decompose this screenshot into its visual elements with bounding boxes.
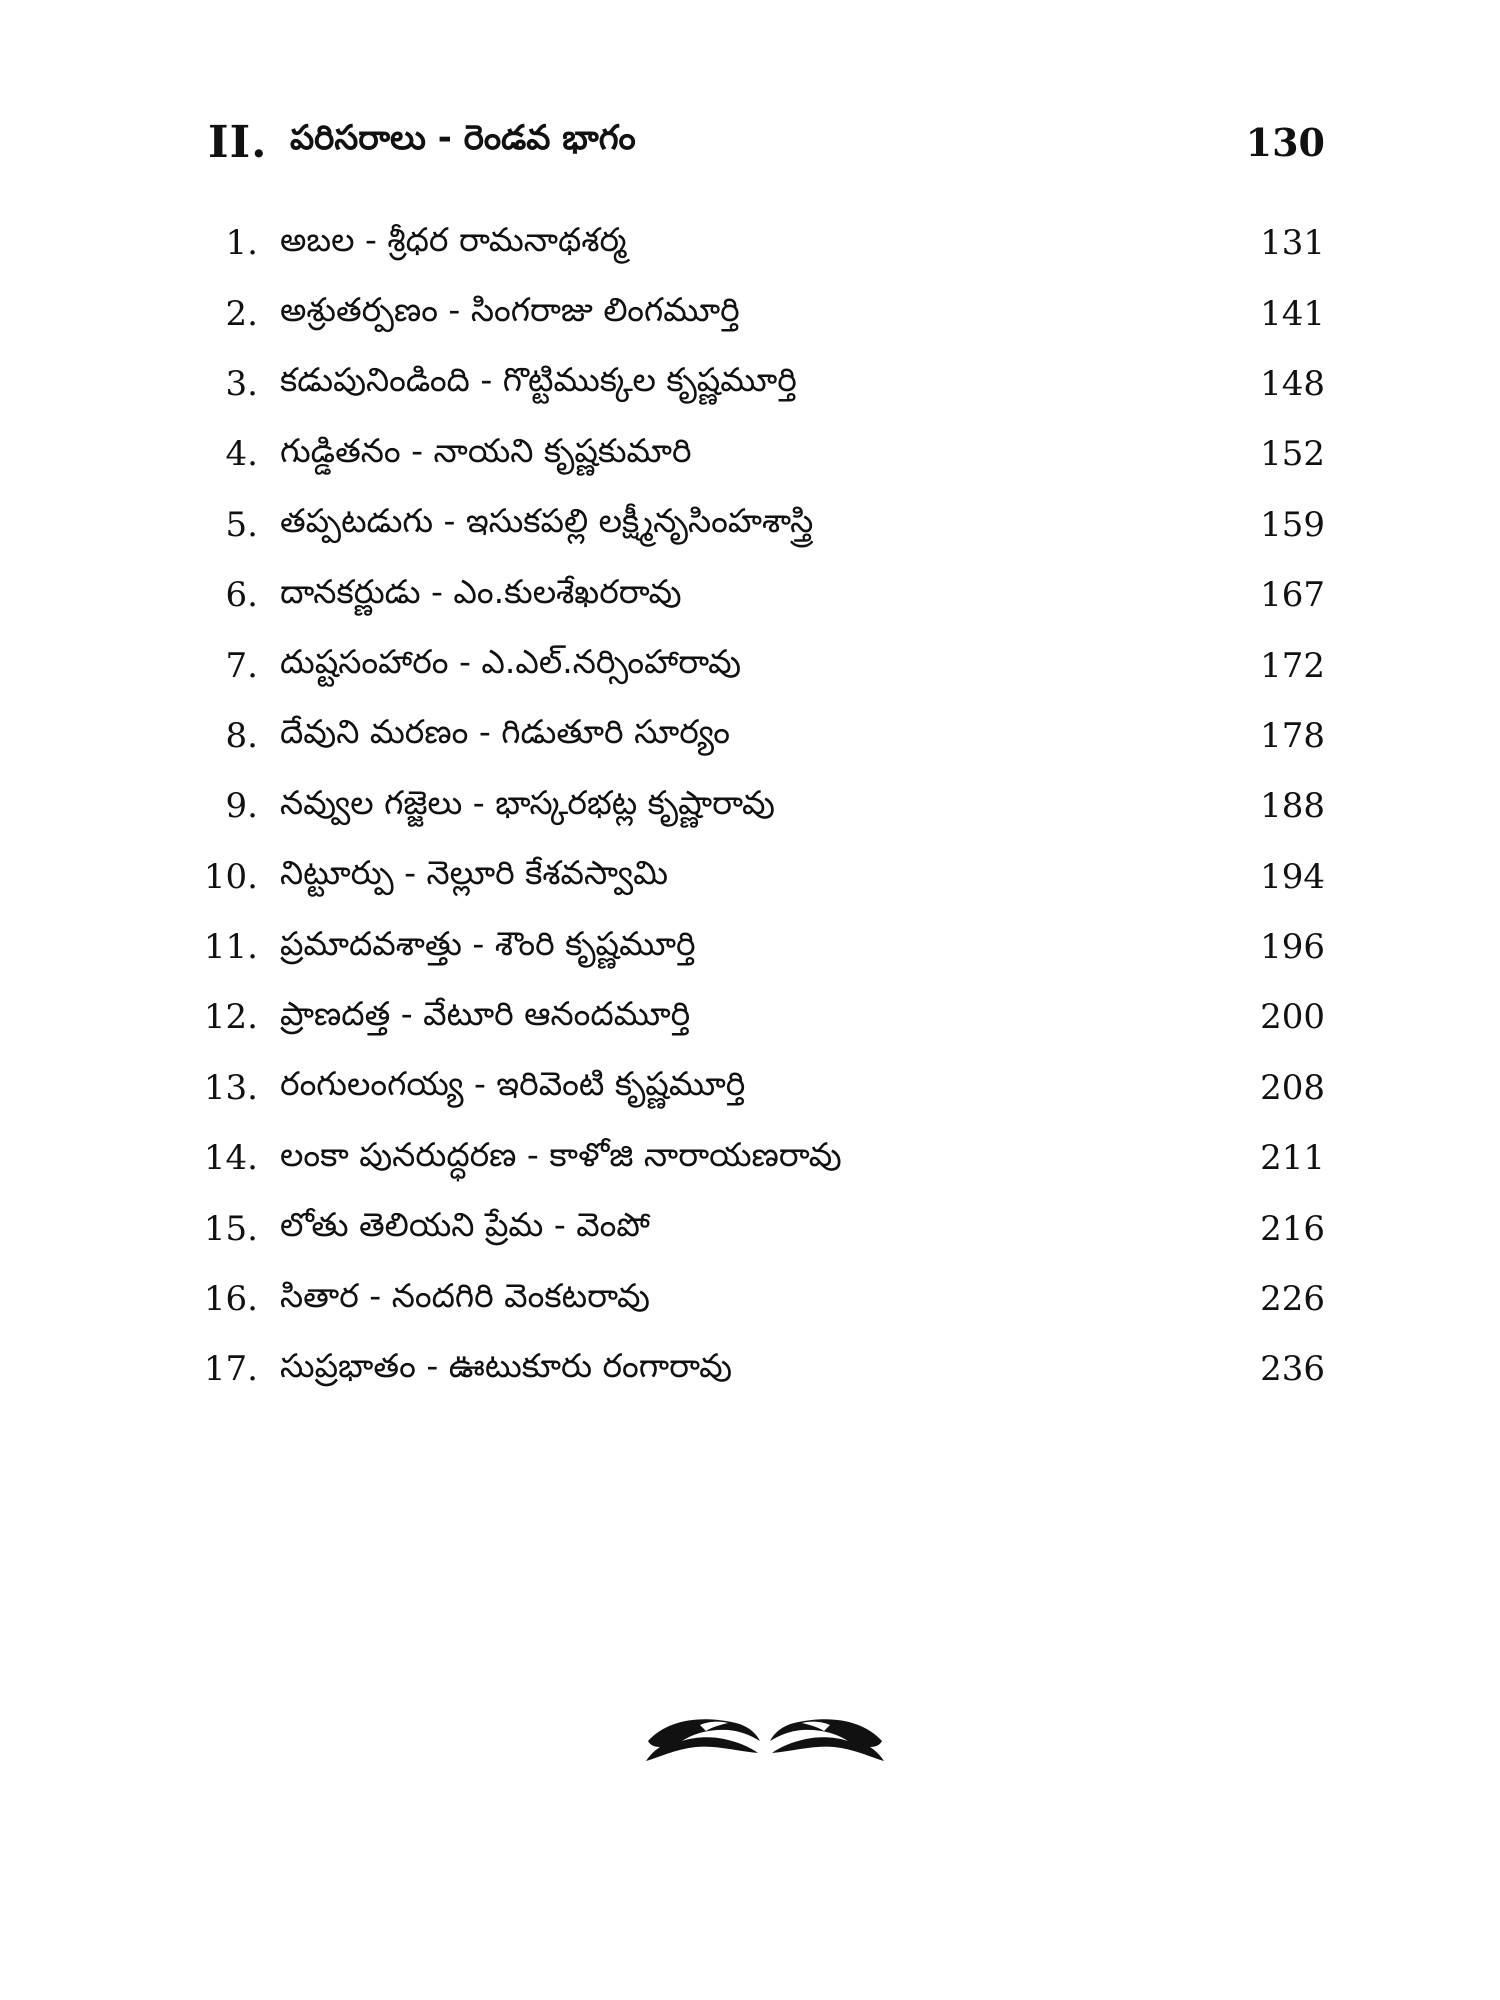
entry-title: దుష్టసంహారం - ఎ.ఎల్.నర్సింహారావు — [280, 642, 742, 682]
entry-page-number: 216 — [1260, 1208, 1325, 1249]
entry-number: 6. — [225, 575, 258, 616]
entry-page-number: 200 — [1260, 997, 1325, 1038]
entry-number: 7. — [225, 645, 258, 686]
entry-title: రంగులంగయ్య - ఇరివెంటి కృష్ణమూర్తి — [280, 1064, 746, 1104]
entry-page-number: 236 — [1260, 1349, 1325, 1390]
entry-title: నిట్టూర్పు - నెల్లూరి కేశవస్వామి — [280, 853, 669, 893]
entry-title: సుప్రభాతం - ఊటుకూరు రంగారావు — [280, 1345, 733, 1385]
entry-title: దానకర్ణుడు - ఎం.కులశేఖరరావు — [280, 571, 682, 611]
toc-entry — [190, 630, 1325, 700]
entry-number: 13. — [203, 1067, 258, 1108]
toc-list — [190, 208, 1325, 1405]
entry-title: లోతు తెలియని ప్రేమ - వెంపో — [280, 1205, 651, 1245]
entry-title: అశ్రుతర్పణం - సింగరాజు లింగమూర్తి — [280, 290, 740, 330]
toc-entry — [190, 842, 1325, 912]
entry-page-number: 194 — [1260, 856, 1325, 897]
entry-title: నవ్వుల గజ్జెలు - భాస్కరభట్ల కృష్ణారావు — [280, 782, 775, 822]
entry-page-number: 131 — [1260, 223, 1325, 264]
entry-page-number: 178 — [1260, 715, 1325, 756]
entry-number: 1. — [225, 223, 258, 264]
entry-title: కడుపునిండింది - గొట్టిముక్కల కృష్ణమూర్తి — [280, 360, 797, 400]
entry-number: 9. — [225, 786, 258, 827]
toc-entry — [190, 1264, 1325, 1334]
section-number: II. — [208, 116, 268, 168]
toc-entry — [190, 349, 1325, 419]
entry-page-number: 172 — [1260, 645, 1325, 686]
toc-entry — [190, 278, 1325, 348]
entry-title: అబల - శ్రీధర రామనాథశర్మ — [280, 219, 627, 259]
toc-entry — [190, 771, 1325, 841]
entry-number: 16. — [203, 1279, 258, 1320]
entry-title: తప్పటడుగు - ఇసుకపల్లి లక్ష్మీనృసింహశాస్త్రి — [280, 501, 814, 541]
entry-page-number: 167 — [1260, 575, 1325, 616]
entry-title: ప్రాణదత్త - వేటూరి ఆనందమూర్తి — [280, 993, 691, 1033]
entry-page-number: 188 — [1260, 786, 1325, 827]
entry-page-number: 148 — [1260, 363, 1325, 404]
entry-number: 2. — [225, 293, 258, 334]
toc-entry — [190, 1053, 1325, 1123]
toc-entry — [190, 701, 1325, 771]
entry-title: దేవుని మరణం - గిడుతూరి సూర్యం — [280, 712, 730, 752]
entry-number: 11. — [203, 927, 258, 968]
entry-number: 4. — [225, 434, 258, 475]
toc-entry — [190, 1123, 1325, 1193]
toc-entry — [190, 982, 1325, 1052]
entry-number: 15. — [203, 1208, 258, 1249]
entry-number: 3. — [225, 363, 258, 404]
entry-number: 12. — [203, 997, 258, 1038]
toc-entry — [190, 419, 1325, 489]
toc-entry — [190, 490, 1325, 560]
toc-entry — [190, 912, 1325, 982]
toc-entry — [190, 208, 1325, 278]
entry-page-number: 196 — [1260, 927, 1325, 968]
entry-number: 14. — [203, 1138, 258, 1179]
entry-number: 5. — [225, 504, 258, 545]
toc-entry — [190, 1193, 1325, 1263]
entry-title: ప్రమాదవశాత్తు - శౌంరి కృష్ణమూర్తి — [280, 923, 696, 963]
entry-page-number: 208 — [1260, 1067, 1325, 1108]
section-page-number: 130 — [1245, 119, 1325, 165]
toc-entry — [190, 560, 1325, 630]
section-title: పరిసరాలు - రెండవ భాగం — [290, 118, 636, 158]
entry-page-number: 211 — [1260, 1138, 1325, 1179]
toc-entry — [190, 1334, 1325, 1404]
entry-title: గుడ్డితనం - నాయని కృష్ణకుమారి — [280, 430, 692, 470]
entry-page-number: 141 — [1260, 293, 1325, 334]
entry-title: లంకా పునరుద్ధరణ - కాళోజి నారాయణరావు — [280, 1134, 842, 1174]
entry-page-number: 159 — [1260, 504, 1325, 545]
entry-title: సితార - నందగిరి వెంకటరావు — [280, 1275, 650, 1315]
entry-number: 10. — [203, 856, 258, 897]
entry-number: 8. — [225, 715, 258, 756]
scroll-flourish-icon — [640, 1705, 890, 1765]
entry-number: 17. — [203, 1349, 258, 1390]
section-heading — [208, 112, 1325, 172]
entry-page-number: 152 — [1260, 434, 1325, 475]
entry-page-number: 226 — [1260, 1279, 1325, 1320]
